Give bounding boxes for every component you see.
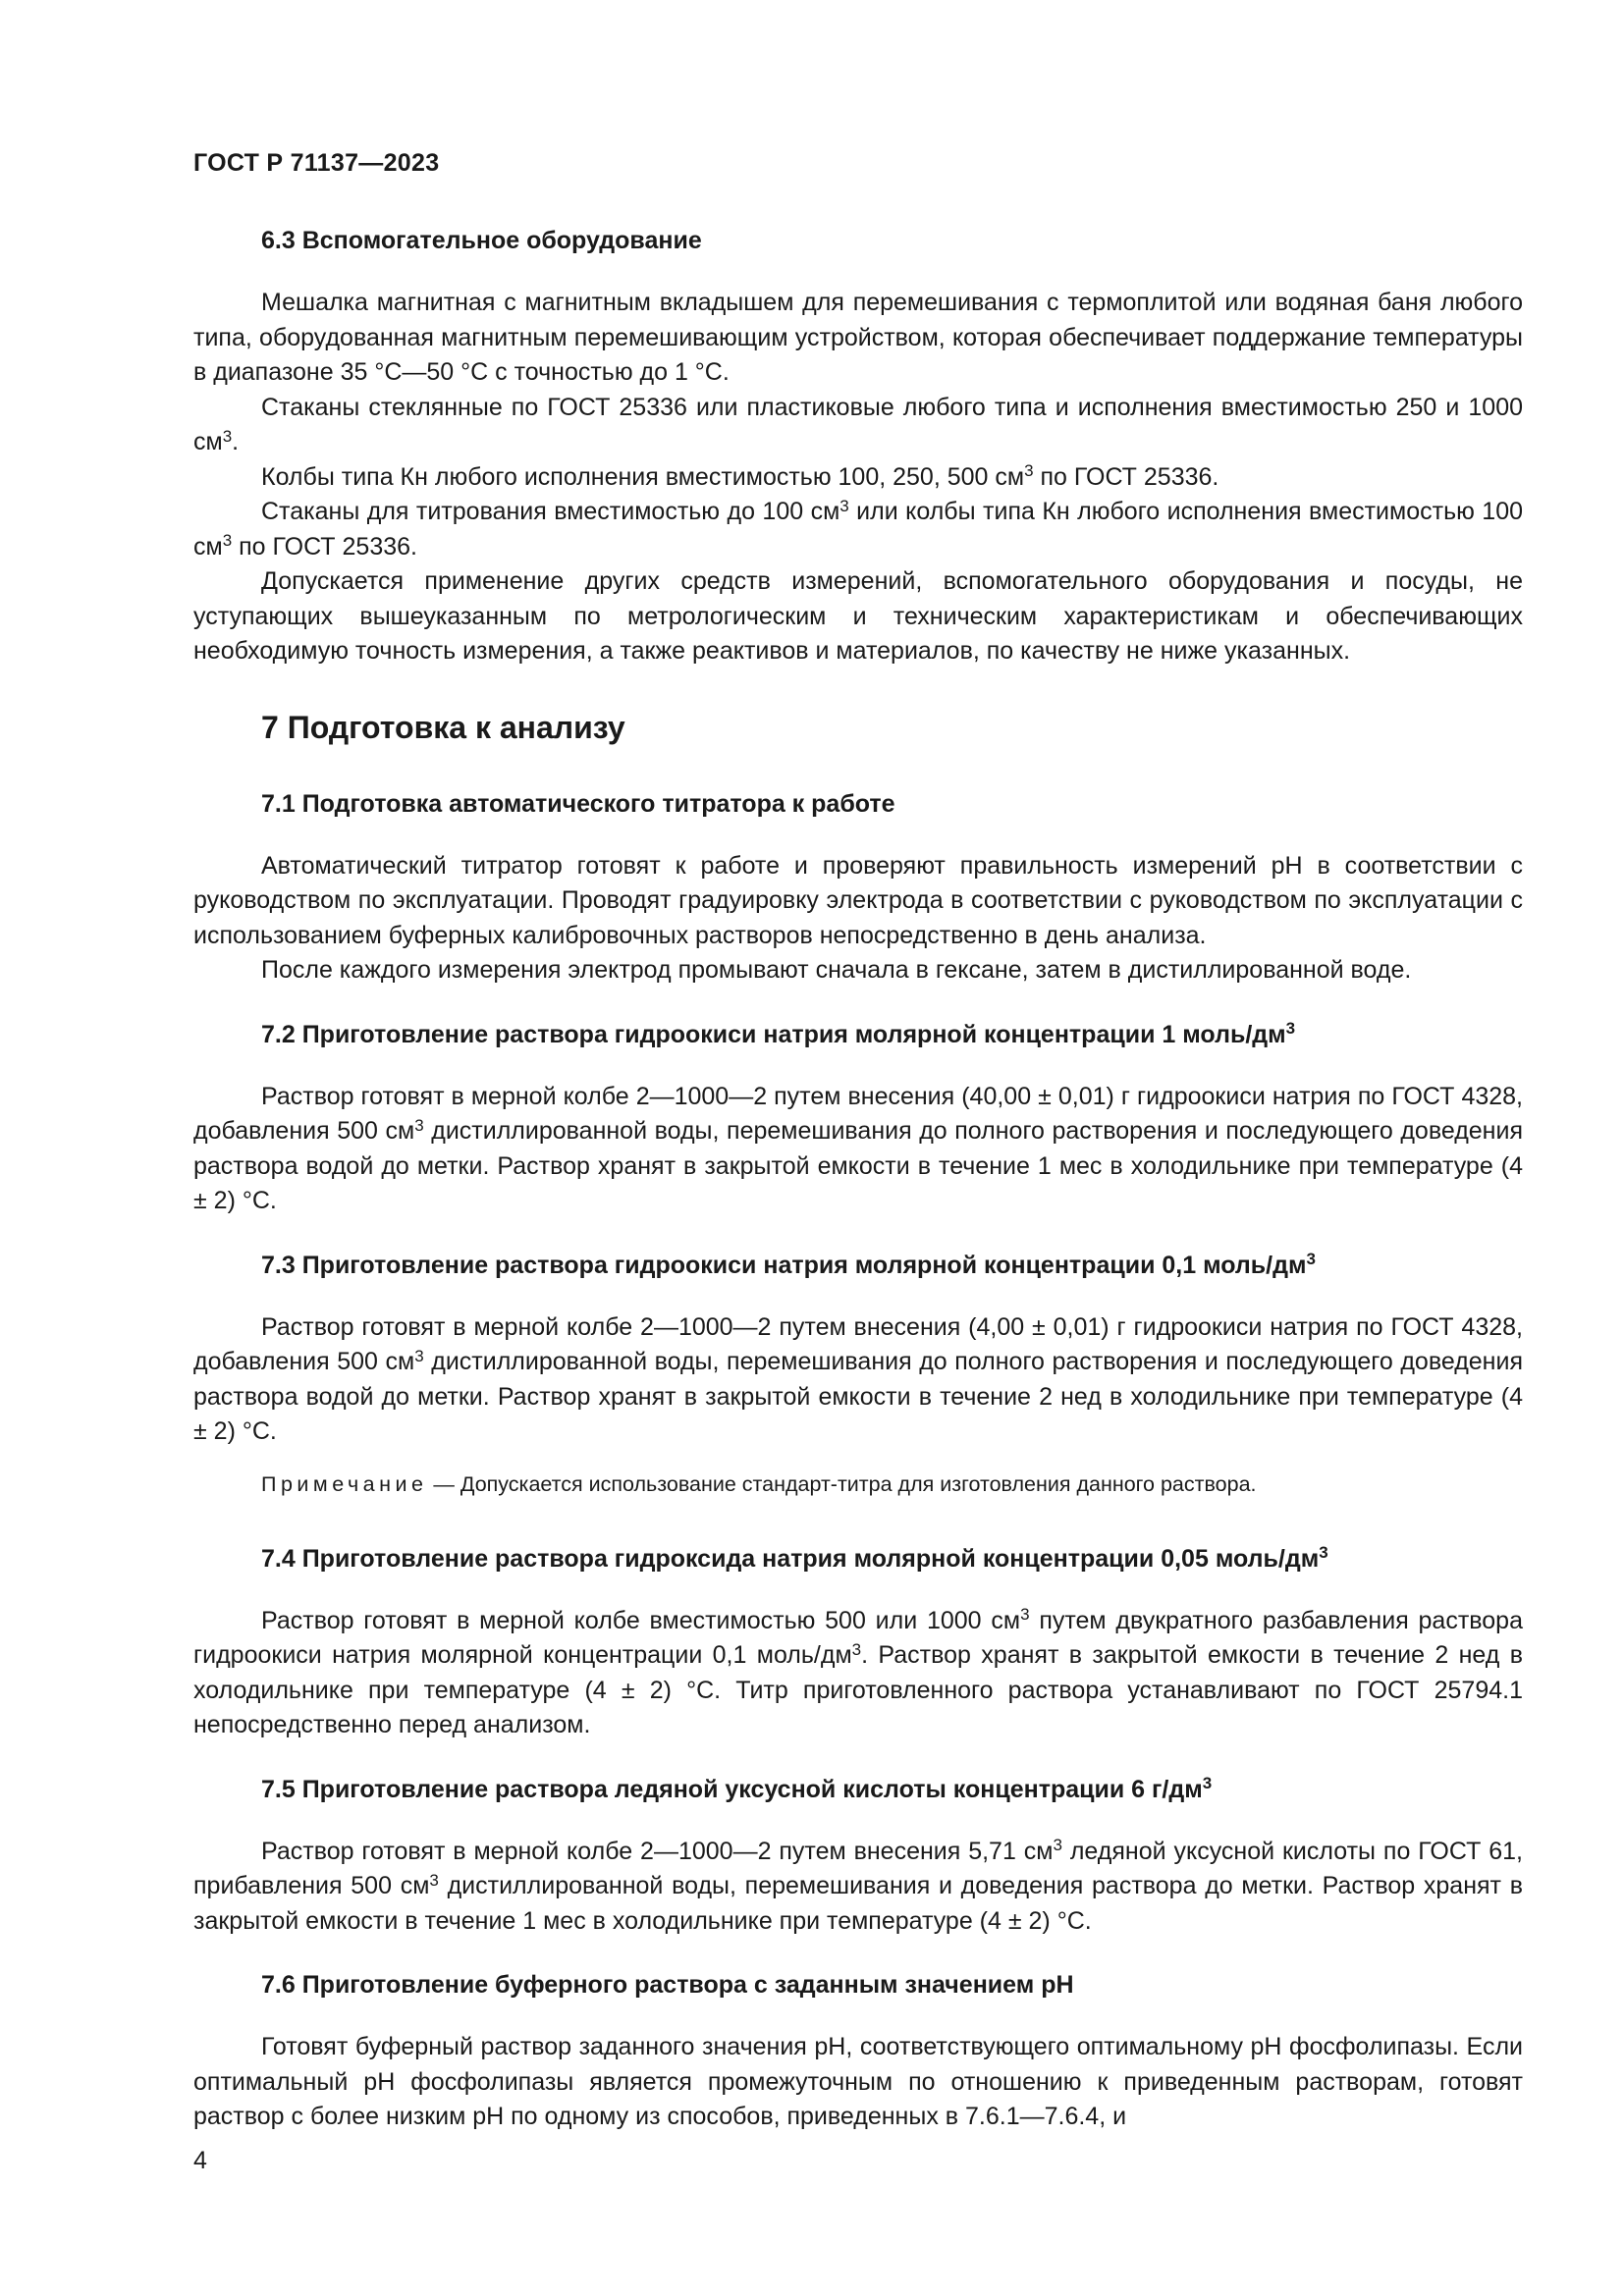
paragraph: Раствор готовят в мерной колбе 2—1000—2 путем внесения (4,00 ± 0,01) г гидроокиси натрия по ГОСТ 4328, добавления 500 $см^3$ дистиллированной воды, перемешивания до полного растворения и последующего доведения раствора водой до метки. Раствор хранят в закрытой емкости в течение 2 нед в холодильнике при температуре (4 ± 2) °С. bbox=[193, 1312, 1523, 1445]
heading-7-3: 7.3 Приготовление раствора гидроокиси натрия молярной концентрации 0,1 моль/$дм^3$ bbox=[261, 1250, 1316, 1279]
paragraph: Раствор готовят в мерной колбе вместимостью 500 или 1000 $см^3$ путем двукратного разбавления раствора гидроокиси натрия молярной концентрации 0,1 моль/$дм^3$. Раствор хранят в закрытой емкости в течение 2 нед в холодильнике при температуре (4 ± 2) °С. Титр приготовленного раствора устанавливают по ГОСТ 25794.1 непосредственно перед анализом. bbox=[193, 1605, 1523, 1738]
heading-7-2: 7.2 Приготовление раствора гидроокиси натрия молярной концентрации 1 моль/$дм^3$ bbox=[261, 1019, 1296, 1048]
heading-7-1: 7.1 Подготовка автоматического титратора к работе bbox=[261, 789, 895, 818]
paragraph: Стаканы стеклянные по ГОСТ 25336 или пластиковые любого типа и исполнения вместимостью 250 и 1000 $см^3$. bbox=[193, 393, 1523, 455]
paragraph: Мешалка магнитная с магнитным вкладышем для перемешивания с термоплитой или водяная баня любого типа, оборудованная магнитным перемешивающим устройством, которая обеспечивает поддержание температуры в диапазоне 35 °С—50 °С с точностью до 1 °С. bbox=[193, 289, 1523, 386]
paragraph: Автоматический титратор готовят к работе и проверяют правильность измерений рН в соответствии с руководством по эксплуатации. Проводят градуировку электрода в соответствии с руководством по эксплуатации с использованием буферных калибровочных растворов непосредственно в день анализа. bbox=[193, 851, 1523, 949]
page-number: 4 bbox=[193, 2147, 207, 2174]
paragraph: Готовят буферный раствор заданного значения рН, соответствующего оптимальному рН фосфолипазы. Если оптимальный рН фосфолипазы является промежуточным по отношению к приведенным растворам, готовят раствор с более низким рН по одному из способов, приведенных в 7.6.1—7.6.4, и bbox=[193, 2033, 1523, 2130]
paragraph: Раствор готовят в мерной колбе 2—1000—2 путем внесения (40,00 ± 0,01) г гидроокиси натрия по ГОСТ 4328, добавления 500 $см^3$ дистиллированной воды, перемешивания до полного растворения и последующего доведения раствора водой до метки. Раствор хранят в закрытой емкости в течение 1 мес в холодильнике при температуре (4 ± 2) °С. bbox=[193, 1082, 1523, 1214]
paragraph: Колбы типа Кн любого исполнения вместимостью 100, 250, 500 $см^3$ по ГОСТ 25336. bbox=[261, 461, 1219, 491]
paragraph: Стаканы для титрования вместимостью до 100 $см^3$ или колбы типа Кн любого исполнения вместимостью 100 $см^3$ по ГОСТ 25336. bbox=[193, 496, 1523, 561]
page-body bbox=[193, 224, 1523, 2135]
note-label: Примечание bbox=[261, 1471, 428, 1496]
note: Примечание — Допускается использование стандарт-титра для изготовления данного раствора. bbox=[261, 1471, 1257, 1496]
heading-7-5: 7.5 Приготовление раствора ледяной уксусной кислоты концентрации 6 $г/дм^3$ bbox=[261, 1774, 1213, 1803]
heading-7-6: 7.6 Приготовление буферного раствора с заданным значением рН bbox=[261, 1971, 1074, 1999]
paragraph: Раствор готовят в мерной колбе 2—1000—2 путем внесения 5,71 $см^3$ ледяной уксусной кислоты по ГОСТ 61, прибавления 500 $см^3$ дистиллированной воды, перемешивания и доведения раствора до метки. Раствор хранят в закрытой емкости в течение 1 мес в холодильнике при температуре (4 ± 2) °С. bbox=[193, 1836, 1524, 1935]
paragraph: Допускается применение других средств измерений, вспомогательного оборудования и посуды, не уступающих вышеуказанным по метрологическим и техническим характеристикам и обеспечивающих необходимую точность измерения, а также реактивов и материалов, по качеству не ниже указанных. bbox=[193, 567, 1523, 665]
heading-7: 7 Подготовка к анализу bbox=[261, 709, 625, 745]
heading-7-4: 7.4 Приготовление раствора гидроксида натрия молярной концентрации 0,05 моль/$дм^3$ bbox=[261, 1543, 1328, 1573]
paragraph: После каждого измерения электрод промывают сначала в гексане, затем в дистиллированной воде. bbox=[261, 956, 1412, 984]
document-header: ГОСТ Р 71137—2023 bbox=[193, 149, 440, 177]
heading-6-3: 6.3 Вспомогательное оборудование bbox=[261, 227, 702, 254]
